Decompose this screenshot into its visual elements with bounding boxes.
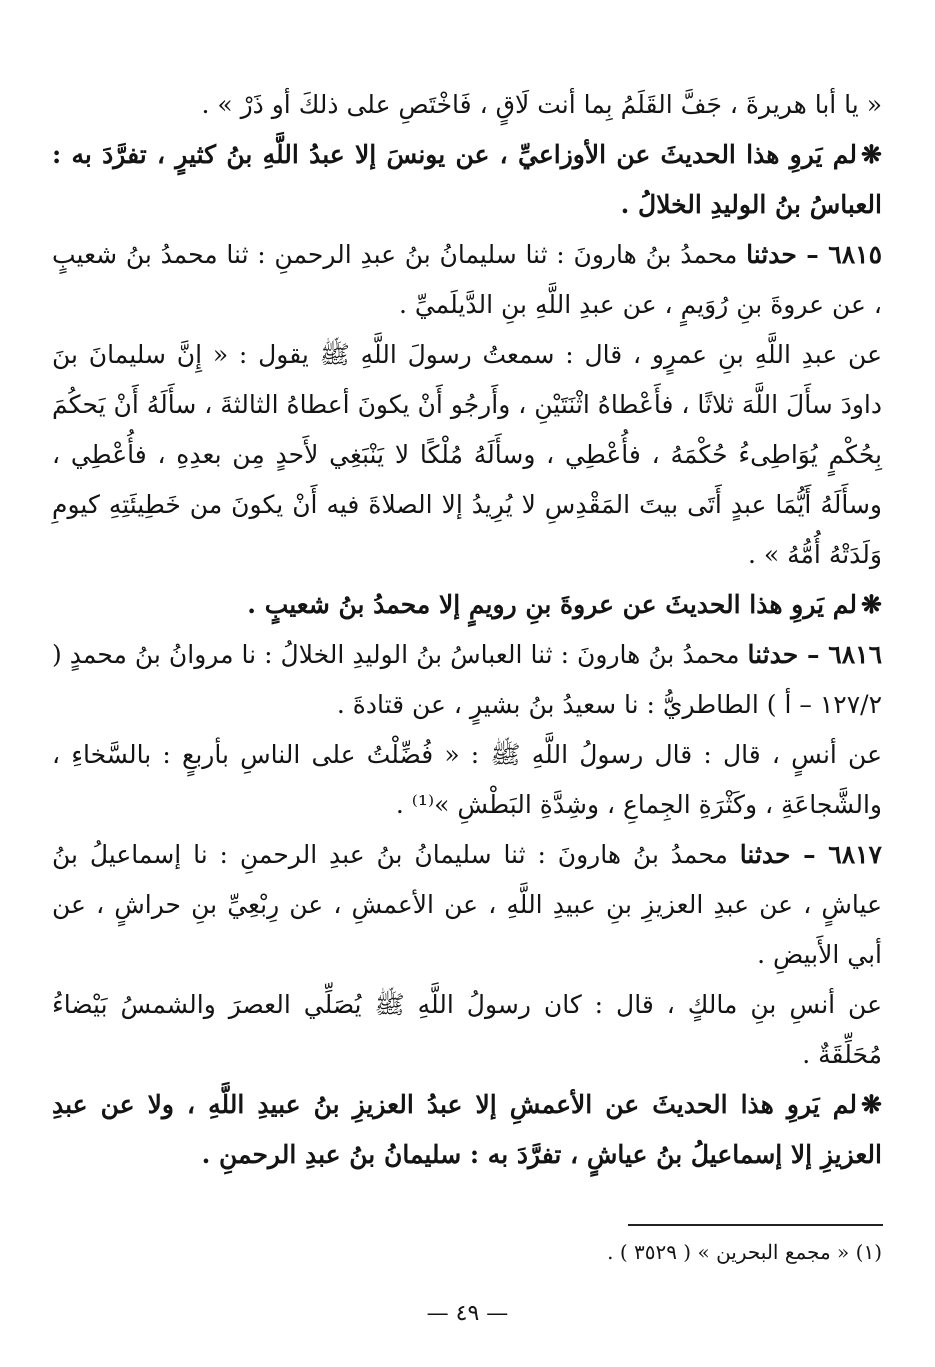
haddathana-label: حدثنا [746, 240, 797, 269]
footnote-divider [628, 1224, 883, 1226]
note-star-icon: ❋ [861, 1090, 882, 1119]
page-body [52, 80, 882, 1180]
hadith-ending-text: « يا أبا هريرةَ ، جَفَّ القَلَمُ بِما أنت لَاقٍ ، فَاخْتَصِ على ذلكَ أو ذَرْ » . [201, 90, 882, 119]
commentary-note-1 [52, 130, 882, 230]
haddathana-label: حدثنا [747, 640, 799, 669]
hadith-6816-isnad [52, 630, 882, 730]
hadith-dash: – [798, 640, 829, 669]
note-text: لم يَروِ هذا الحديثَ عن الأعمشِ إلا عبدُ العزيزِ بنُ عبيدِ اللَّهِ ، ولا عن عبدِ العزيزِ إلا إسماعيلُ بنُ عياشٍ ، تفرَّدَ به : سليمانُ بنُ عبدِ الرحمنِ . [52, 1090, 882, 1169]
hadith-dash: – [790, 840, 829, 869]
hadith-6816-matn: عن أنسٍ ، قال : قال رسولُ اللَّهِ ﷺ : « فُضِّلْتُ على الناسِ بأربعٍ : بالسَّخاءِ ، والشَّجاعَةِ ، وكَثْرَةِ الجِماعِ ، وشِدَّةِ البَطْشِ »⁽¹⁾ . [52, 740, 882, 819]
page-number: — ٤٩ — [426, 1301, 509, 1326]
isnad-text: محمدُ بنُ هارونَ : ثنا سليمانُ بنُ عبدِ الرحمنِ : ثنا محمدُ بنُ شعيبٍ ، عن عروةَ بنِ رُوَيمٍ ، عن عبدِ اللَّهِ بنِ الدَّيلَميِّ . [52, 240, 882, 319]
hadith-number: ٦٨١٥ [828, 240, 882, 269]
hadith-number: ٦٨١٦ [828, 640, 882, 669]
isnad-text: محمدُ بنُ هارونَ : ثنا سليمانُ بنُ عبدِ الرحمنِ : نا إسماعيلُ بنُ عياشٍ ، عن عبدِ العزيزِ بنِ عبيدِ اللَّهِ ، عن الأعمشِ ، عن رِبْعِيِّ بنِ حراشٍ ، عن أبي الأَبيضِ . [52, 840, 882, 969]
hadith-number: ٦٨١٧ [828, 840, 882, 869]
hadith-dash: – [796, 240, 829, 269]
note-star-icon: ❋ [861, 140, 882, 169]
hadith-6815-matn: عن عبدِ اللَّهِ بنِ عمرٍو ، قال : سمعتُ رسولَ اللَّهِ ﷺ يقول : « إِنَّ سليمانَ بنَ داودَ سأَلَ اللَّهَ ثلاثًا ، فأَعْطاهُ اثْنَتَيْنِ ، وأَرجُو أَنْ يكونَ أعطاهُ الثالثةَ ، سأَلَهُ أَنْ يَحكُمَ بِحُكْمٍ يُوَاطِىءُ حُكْمَهُ ، فأُعْطِي ، وسأَلَهُ مُلْكًا لا يَنْبَغِي لأَحدٍ مِن بعدِهِ ، فأُعْطِي ، وسأَلَهُ أَيُّمَا عبدٍ أَتَى بيتَ المَقْدِسِ لا يُرِيدُ إلا الصلاةَ فيه أَنْ يكونَ من خَطِيئَتِهِ كيومِ وَلَدَتْهُ أُمُّهُ » . [52, 340, 882, 569]
footnote: (١) « مجمع البحرين » ( ٣٥٢٩ ) . [607, 1240, 882, 1264]
note-text: لم يَروِ هذا الحديثَ عن عروةَ بنِ رويمٍ إلا محمدُ بنُ شعيبٍ . [247, 590, 858, 619]
note-text: لم يَروِ هذا الحديثَ عن الأوزاعيِّ ، عن يونسَ إلا عبدُ اللَّهِ بنُ كثيرٍ ، تفرَّدَ به : العباسُ بنُ الوليدِ الخلالُ . [52, 140, 882, 219]
hadith-6817-isnad [52, 830, 882, 980]
hadith-6815-isnad [52, 230, 882, 330]
hadith-6817-matn: عن أنسِ بنِ مالكٍ ، قال : كان رسولُ اللَّهِ ﷺ يُصَلِّي العصرَ والشمسُ بَيْضاءُ مُحَلِّقَةٌ . [52, 990, 882, 1069]
commentary-note-3 [52, 1080, 882, 1180]
haddathana-label: حدثنا [739, 840, 791, 869]
isnad-text: محمدُ بنُ هارونَ : ثنا العباسُ بنُ الوليدِ الخلالُ : نا مروانُ بنُ محمدٍ ( ١٢٧/٢ – أ ) الطاطريُّ : نا سعيدُ بنُ بشيرٍ ، عن قتادةَ . [52, 640, 882, 719]
note-star-icon: ❋ [861, 590, 882, 619]
commentary-note-2 [52, 580, 882, 630]
